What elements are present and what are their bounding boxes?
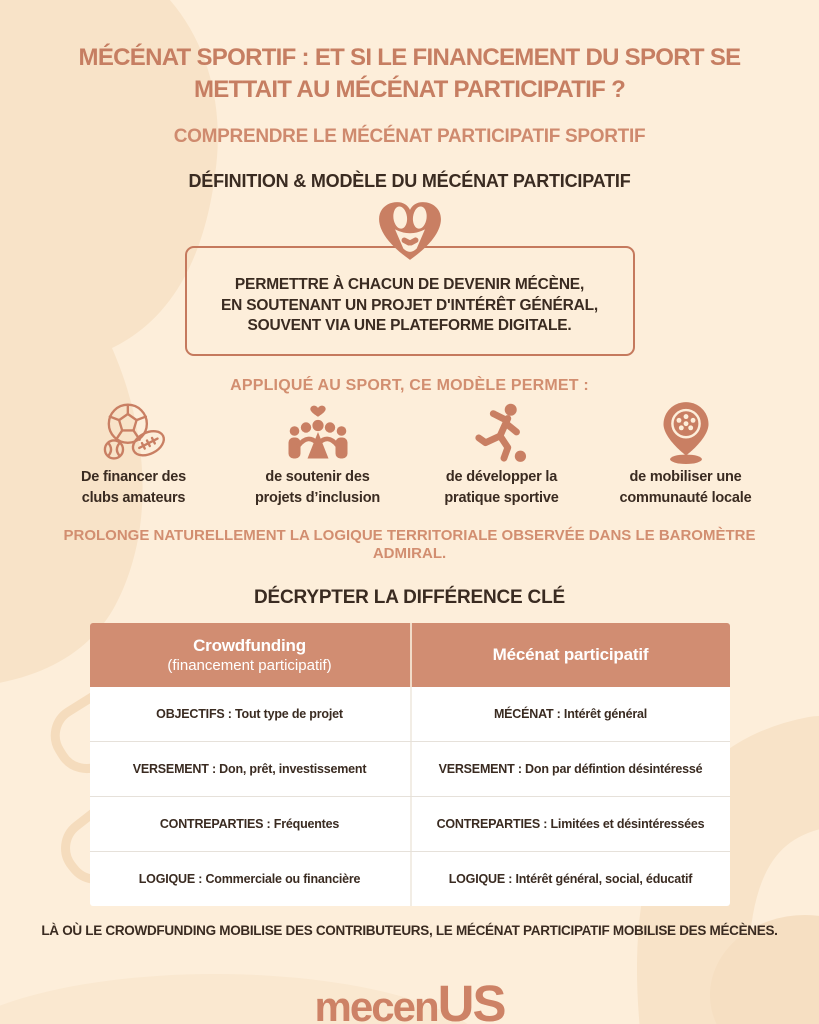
running-player-icon [471, 400, 533, 466]
benefit-label: communauté locale [619, 489, 752, 506]
sports-balls-icon [97, 400, 171, 466]
table-cell: CONTREPARTIES : Limitées et désintéressées [410, 797, 730, 851]
table-cell: VERSEMENT : Don par défintion désintéressé [410, 742, 730, 796]
table-row [90, 687, 730, 741]
table-cell: MÉCÉNAT : Intérêt général [410, 687, 730, 741]
benefits-row [0, 400, 819, 508]
column-subtitle: (financement participatif) [167, 657, 332, 675]
benefit-label: de développer la [445, 468, 558, 485]
table-cell: CONTREPARTIES : Fréquentes [159, 817, 340, 832]
table-header-crowdfunding [90, 623, 410, 687]
sport-section-heading: APPLIQUÉ AU SPORT, CE MODÈLE PERMET : [230, 376, 589, 394]
definition-line: PERMETTRE À CHACUN DE DEVENIR MÉCÈNE, [234, 276, 585, 294]
table-cell: VERSEMENT : Don, prêt, investissement [132, 762, 367, 777]
page-title: MÉCÉNAT SPORTIF : ET SI LE FINANCEMENT DU SPORT SE METTAIT AU MÉCÉNAT PARTICIPATIF ? [78, 44, 741, 103]
benefit-label: pratique sportive [444, 489, 559, 506]
table-header-mecenat [410, 623, 730, 687]
table-cell: LOGIQUE : Intérêt général, social, éducatif [410, 852, 730, 906]
table-cell: OBJECTIFS : Tout type de projet [156, 707, 343, 722]
definition-line: SOUVENT VIA UNE PLATEFORME DIGITALE. [247, 317, 572, 335]
table-row [90, 741, 730, 796]
comparison-heading: DÉCRYPTER LA DIFFÉRENCE CLÉ [254, 587, 565, 609]
benefit-label: clubs amateurs [81, 489, 186, 506]
logo-text: mecen [314, 983, 438, 1024]
conclusion-statement: LÀ OÙ LE CROWDFUNDING MOBILISE DES CONTRIBUTEURS, LE MÉCÉNAT PARTICIPATIF MOBILISE DES MÉCÈNES. [41, 923, 778, 939]
territorial-note: PROLONGE NATURELLEMENT LA LOGIQUE TERRITORIALE OBSERVÉE DANS LE BAROMÈTRE ADMIRAL. [63, 526, 756, 563]
benefit-item-financer-clubs [49, 400, 219, 508]
page-subtitle: COMPRENDRE LE MÉCÉNAT PARTICIPATIF SPORTIF [173, 126, 646, 148]
heart-handshake-icon [377, 201, 443, 263]
definition-block [0, 201, 819, 355]
mecenus-logo [0, 974, 819, 1024]
column-title: Crowdfunding [193, 636, 306, 656]
column-title: Mécénat participatif [492, 645, 649, 665]
logo-text: US [437, 975, 505, 1024]
benefit-label: De financer des [81, 468, 186, 485]
benefit-item-projets-inclusion [233, 400, 403, 508]
location-pin-community-icon [656, 400, 716, 466]
definition-heading: DÉFINITION & MODÈLE DU MÉCÉNAT PARTICIPATIF [188, 171, 631, 192]
benefit-label: projets d’inclusion [254, 489, 381, 506]
table-header-row [90, 623, 730, 687]
table-cell: LOGIQUE : Commerciale ou financière [138, 872, 361, 887]
table-row [90, 796, 730, 851]
benefit-label: de mobiliser une [629, 468, 742, 485]
comparison-table [90, 623, 730, 906]
community-inclusion-icon [286, 400, 350, 466]
benefit-item-communaute-locale [601, 400, 771, 508]
table-row [90, 851, 730, 906]
benefit-label: de soutenir des [265, 468, 370, 485]
benefit-item-pratique-sportive [417, 400, 587, 508]
definition-line: EN SOUTENANT UN PROJET D'INTÉRÊT GÉNÉRAL, [221, 296, 598, 314]
